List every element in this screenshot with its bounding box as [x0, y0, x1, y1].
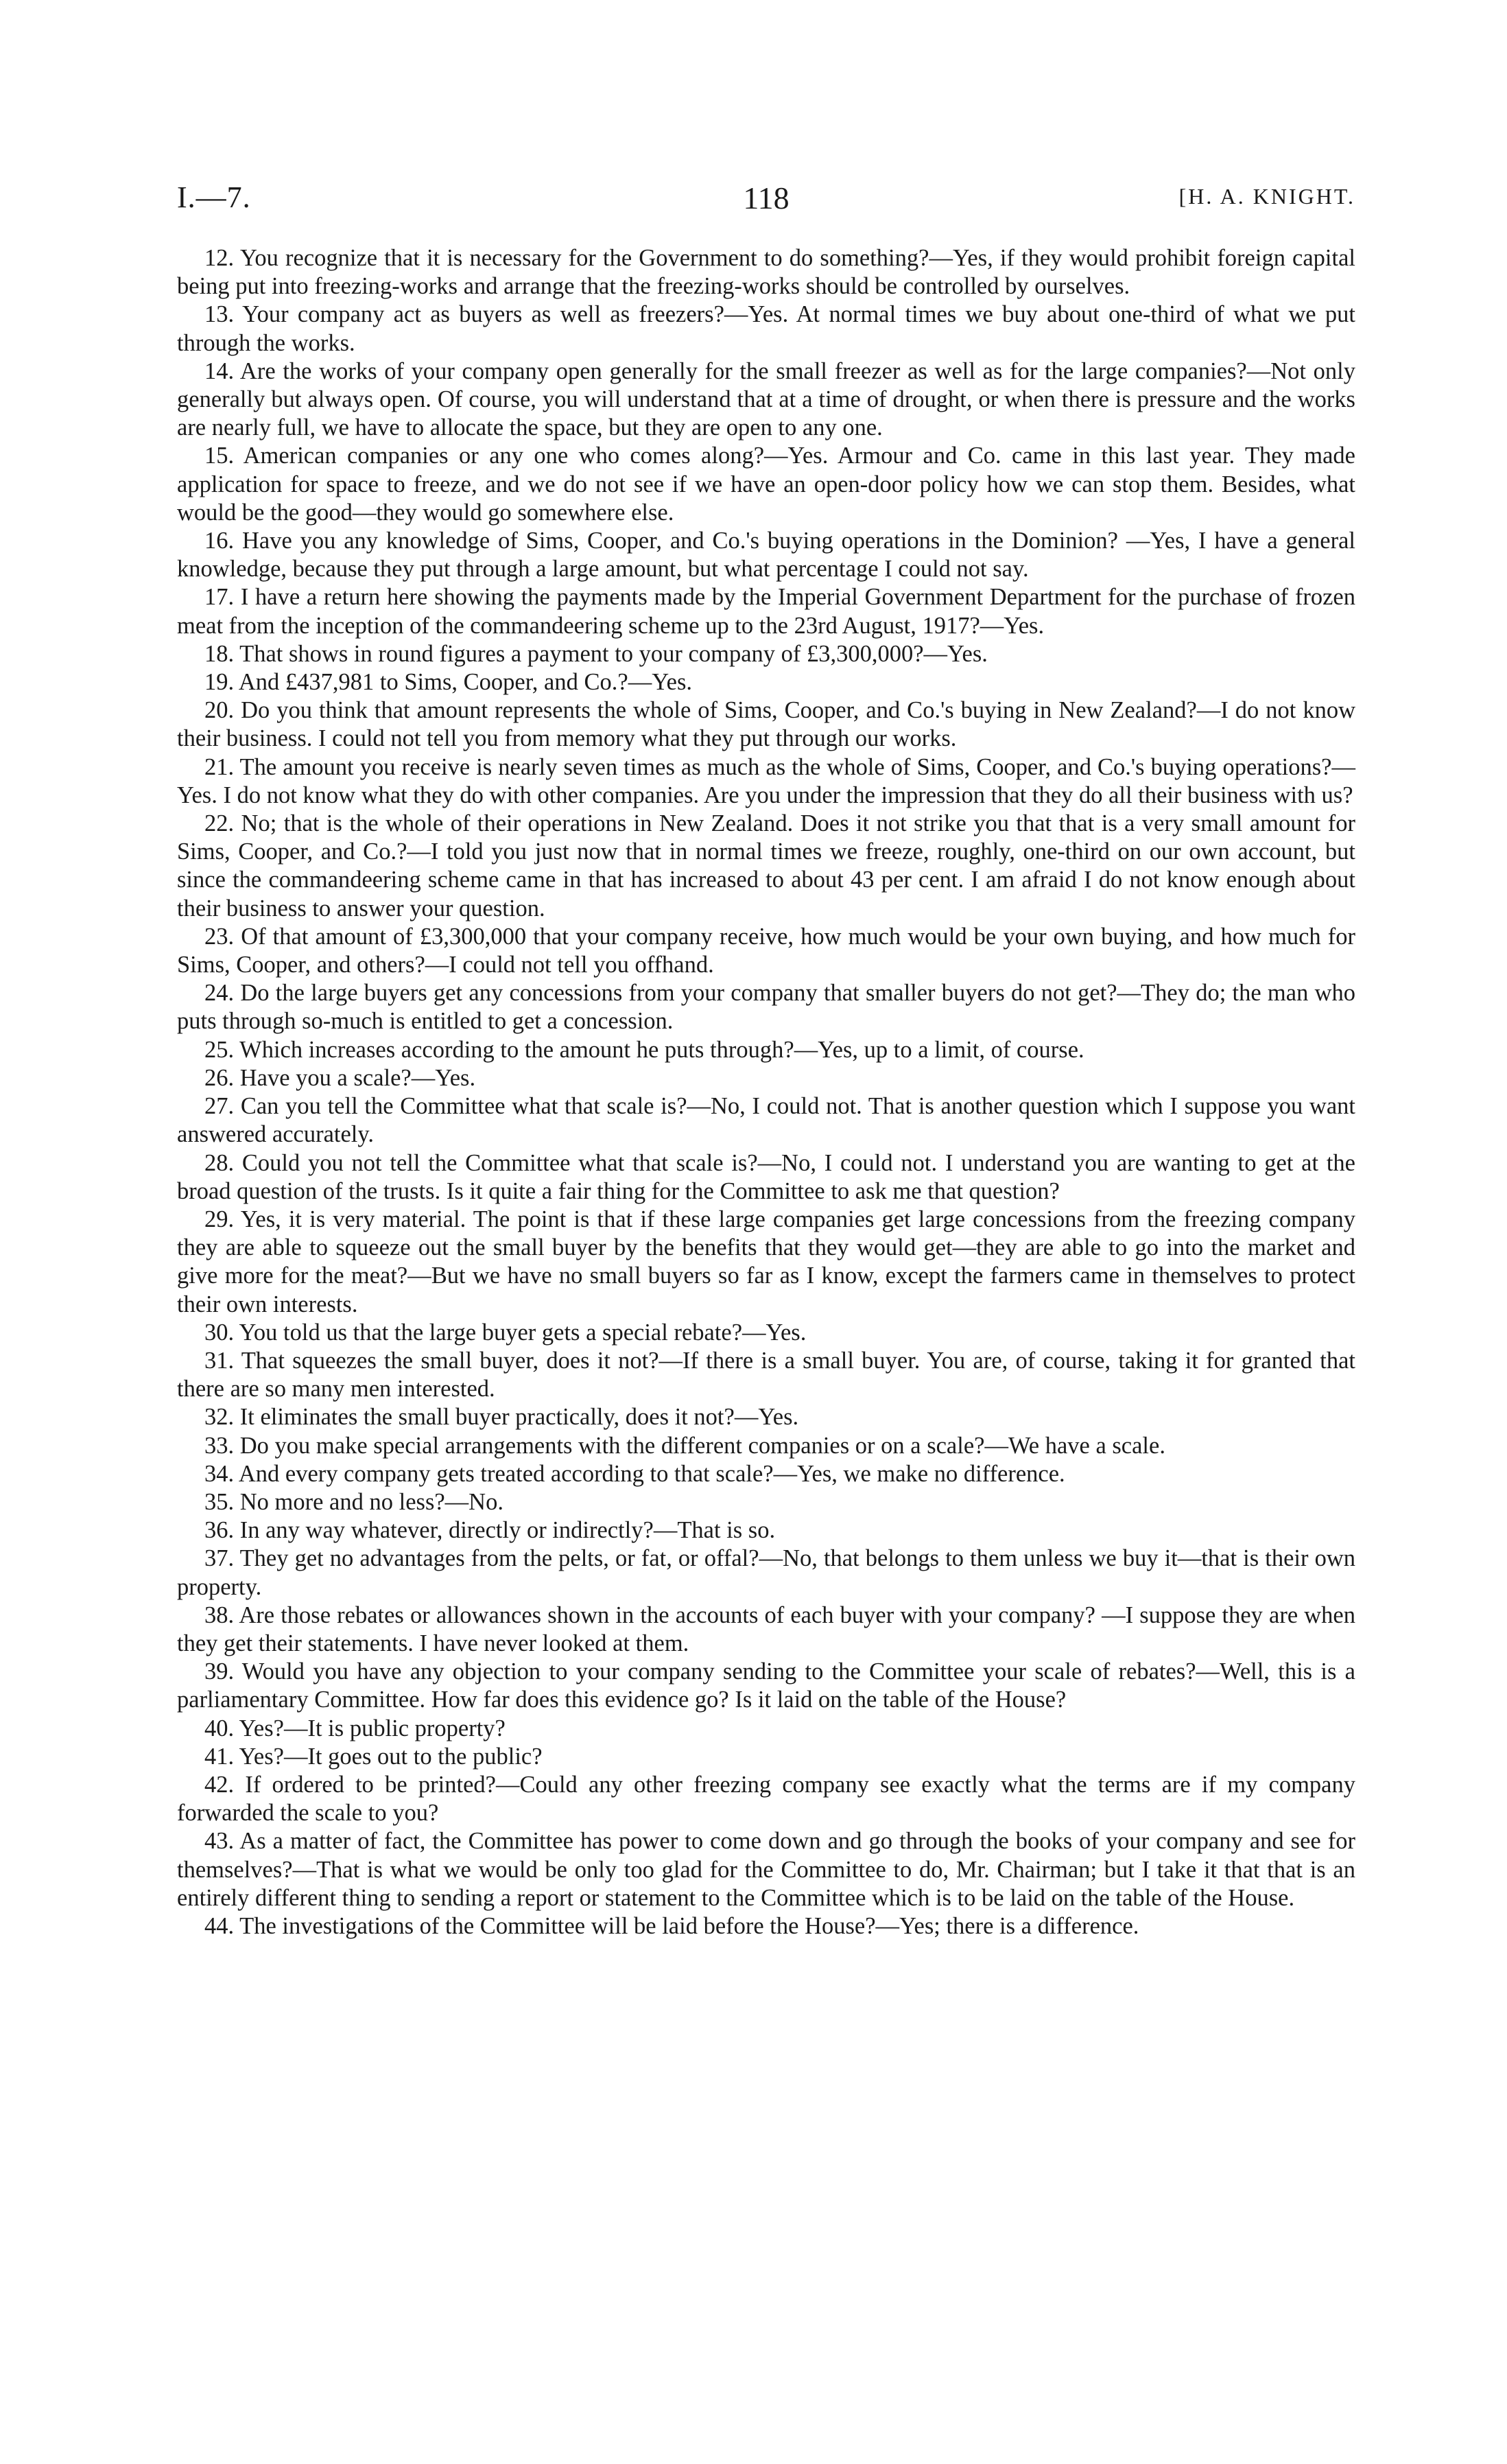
question-38: 38. Are those rebates or allowances shown in the accounts of each buyer with your company? —I suppose they are when they get their statements. I have never looked at them. [177, 1601, 1355, 1656]
question-15: 15. American companies or any one who comes along?—Yes. Armour and Co. came in this last year. They made application for space to freeze, and we do not see if we have an open-door policy how we can stop them. Besides, what would be the good—they would go somewhere else. [177, 443, 1355, 526]
question-44: 44. The investigations of the Committee will be laid before the House?—Yes; there is a difference. [204, 1912, 1139, 1939]
question-17: 17. I have a return here showing the payments made by the Imperial Government Department for the purchase of frozen meat from the inception of the commandeering scheme up to the 23rd August, 1917?—Yes. [177, 584, 1355, 639]
question-30: 30. You told us that the large buyer gets a special rebate?—Yes. [204, 1319, 807, 1346]
question-32: 32. It eliminates the small buyer practically, does it not?—Yes. [204, 1404, 799, 1431]
question-34: 34. And every company gets treated according to that scale?—Yes, we make no difference. [204, 1460, 1065, 1487]
question-35: 35. No more and no less?—No. [204, 1488, 503, 1515]
question-33: 33. Do you make special arrangements with the different companies or on a scale?—We have a scale. [204, 1432, 1165, 1459]
witness-name: [H. A. KNIGHT. [1178, 184, 1355, 209]
question-27: 27. Can you tell the Committee what that scale is?—No, I could not. That is another question which I suppose you want answered accurately. [177, 1093, 1355, 1148]
question-25: 25. Which increases according to the amount he puts through?—Yes, up to a limit, of course. [204, 1036, 1084, 1063]
question-29: 29. Yes, it is very material. The point is that if these large companies get large concessions from the freezing company they are able to squeeze out the small buyer by the benefits that they would get—they are able to go into the market and give more for the meat?—But we have no small buyers so far as I know, except the farmers came in themselves to protect their own interests. [177, 1206, 1355, 1317]
paper-reference: I.—7. [177, 180, 251, 214]
question-37: 37. They get no advantages from the pelts, or fat, or offal?—No, that belongs to them unless we buy it—that is their own property. [177, 1545, 1355, 1600]
question-31: 31. That squeezes the small buyer, does it not?—If there is a small buyer. You are, of course, taking it for granted that there are so many men interested. [177, 1347, 1355, 1403]
question-42: 42. If ordered to be printed?—Could any other freezing company see exactly what the terms are if my company forwarded the scale to you? [177, 1771, 1355, 1827]
question-26: 26. Have you a scale?—Yes. [204, 1064, 476, 1091]
question-22: 22. No; that is the whole of their operations in New Zealand. Does it not strike you that that is a very small amount for Sims, Cooper, and Co.?—I told you just now that in normal times we freeze, roughly, one-third on our own account, but since the commandeering scheme came in that has increased to about 43 per cent. I am afraid I do not know enough about their business to answer your question. [177, 810, 1355, 922]
page-header [177, 180, 1355, 228]
question-21: 21. The amount you receive is nearly seven times as much as the whole of Sims, Cooper, and Co.'s buying operations?—Yes. I do not know what they do with other companies. Are you under the impression that they do all their business with us? [177, 753, 1355, 808]
question-43: 43. As a matter of fact, the Committee has power to come down and go through the books of your company and see for themselves?—That is what we would be only too glad for the Committee to do, Mr. Chairman; but I take it that that is an entirely different thing to sending a report or statement to the Committee which is to be laid on the table of the House. [177, 1828, 1355, 1911]
question-23: 23. Of that amount of £3,300,000 that your company receive, how much would be your own buying, and how much for Sims, Cooper, and others?—I could not tell you offhand. [177, 923, 1355, 978]
question-40: 40. Yes?—It is public property? [204, 1715, 506, 1741]
question-16: 16. Have you any knowledge of Sims, Cooper, and Co.'s buying operations in the Dominion? —Yes, I have a general knowledge, because they put through a large amount, but what percentage I could not say. [177, 528, 1355, 583]
question-12: 12. You recognize that it is necessary for the Government to do something?—Yes, if they would prohibit foreign capital being put into freezing-works and arrange that the freezing-works should be controlled by ourselves. [177, 245, 1355, 300]
testimony-body [177, 244, 1355, 1940]
question-36: 36. In any way whatever, directly or indirectly?—That is so. [204, 1517, 776, 1544]
question-13: 13. Your company act as buyers as well as freezers?—Yes. At normal times we buy about one-third of what we put through the works. [177, 301, 1355, 356]
question-20: 20. Do you think that amount represents the whole of Sims, Cooper, and Co.'s buying in New Zealand?—I do not know their business. I could not tell you from memory what they put through our works. [177, 697, 1355, 752]
question-24: 24. Do the large buyers get any concessions from your company that smaller buyers do not get?—They do; the man who puts through so-much is entitled to get a concession. [177, 980, 1355, 1035]
question-18: 18. That shows in round figures a payment to your company of £3,300,000?—Yes. [204, 640, 988, 667]
question-28: 28. Could you not tell the Committee what that scale is?—No, I could not. I understand you are wanting to get at the broad question of the trusts. Is it quite a fair thing for the Committee to ask me that question? [177, 1149, 1355, 1204]
question-14: 14. Are the works of your company open generally for the small freezer as well as for the large companies?—Not only generally but always open. Of course, you will understand that at a time of drought, or when there is pressure and the works are nearly full, we have to allocate the space, but they are open to any one. [177, 357, 1355, 441]
page-number: 118 [743, 180, 790, 215]
question-41: 41. Yes?—It goes out to the public? [204, 1743, 543, 1770]
question-19: 19. And £437,981 to Sims, Cooper, and Co.?—Yes. [204, 669, 693, 696]
question-39: 39. Would you have any objection to your company sending to the Committee your scale of rebates?—Well, this is a parliamentary Committee. How far does this evidence go? Is it laid on the table of the House? [177, 1658, 1355, 1713]
